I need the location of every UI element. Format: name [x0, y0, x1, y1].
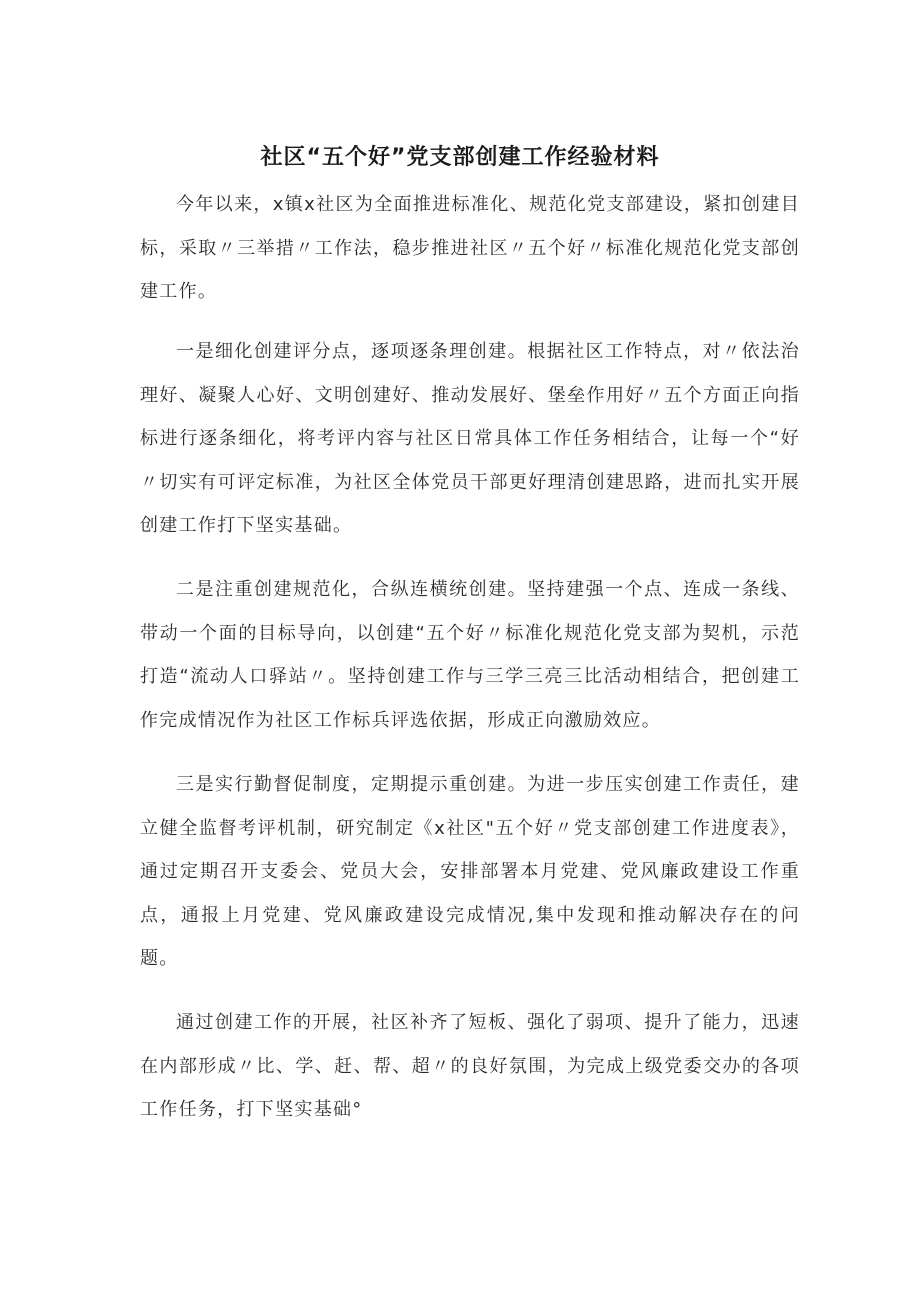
paragraph-measure-two: 二是注重创建规范化，合纵连横统创建。坚持建强一个点、连成一条线、带动一个面的目标导向，以创建“五个好〃标准化规范化党支部为契机，示范打造“流动人口驿站〃。坚持创建工作与三学三亮三比活动相结合，把创建工作完成情况作为社区工作标兵评选依据，形成正向激励效应。 — [140, 579, 800, 731]
paragraph-conclusion: 通过创建工作的开展，社区补齐了短板、强化了弱项、提升了能力，迅速在内部形成〃比、学、赶、帮、超〃的良好氛围，为完成上级党委交办的各项工作任务，打下坚实基础° — [140, 1012, 800, 1120]
document-title: 社区“五个好”党支部创建工作经验材料 — [260, 145, 660, 170]
paragraph-intro: 今年以来，x镇x社区为全面推进标准化、规范化党支部建设，紧扣创建目标，采取〃三举措〃工作法，稳步推进社区〃五个好〃标准化规范化党支部创建工作。 — [140, 194, 800, 302]
paragraph-measure-one: 一是细化创建评分点，逐项逐条理创建。根据社区工作特点，对〃依法治理好、凝聚人心好、文明创建好、推动发展好、堡垒作用好〃五个方面正向指标进行逐条细化，将考评内容与社区日常具体工作任务相结合，让每一个“好〃切实有可评定标准，为社区全体党员干部更好理清创建思路，进而扎实开展创建工作打下坚实基础。 — [140, 341, 800, 536]
paragraph-measure-three: 三是实行勤督促制度，定期提示重创建。为进一步压实创建工作责任，建立健全监督考评机制，研究制定《x社区"五个好〃党支部创建工作进度表》，通过定期召开支委会、党员大会，安排部署本月党建、党风廉政建设工作重点，通报上月党建、党风廉政建设完成情况,集中发现和推动解决存在的问题。 — [140, 774, 800, 969]
